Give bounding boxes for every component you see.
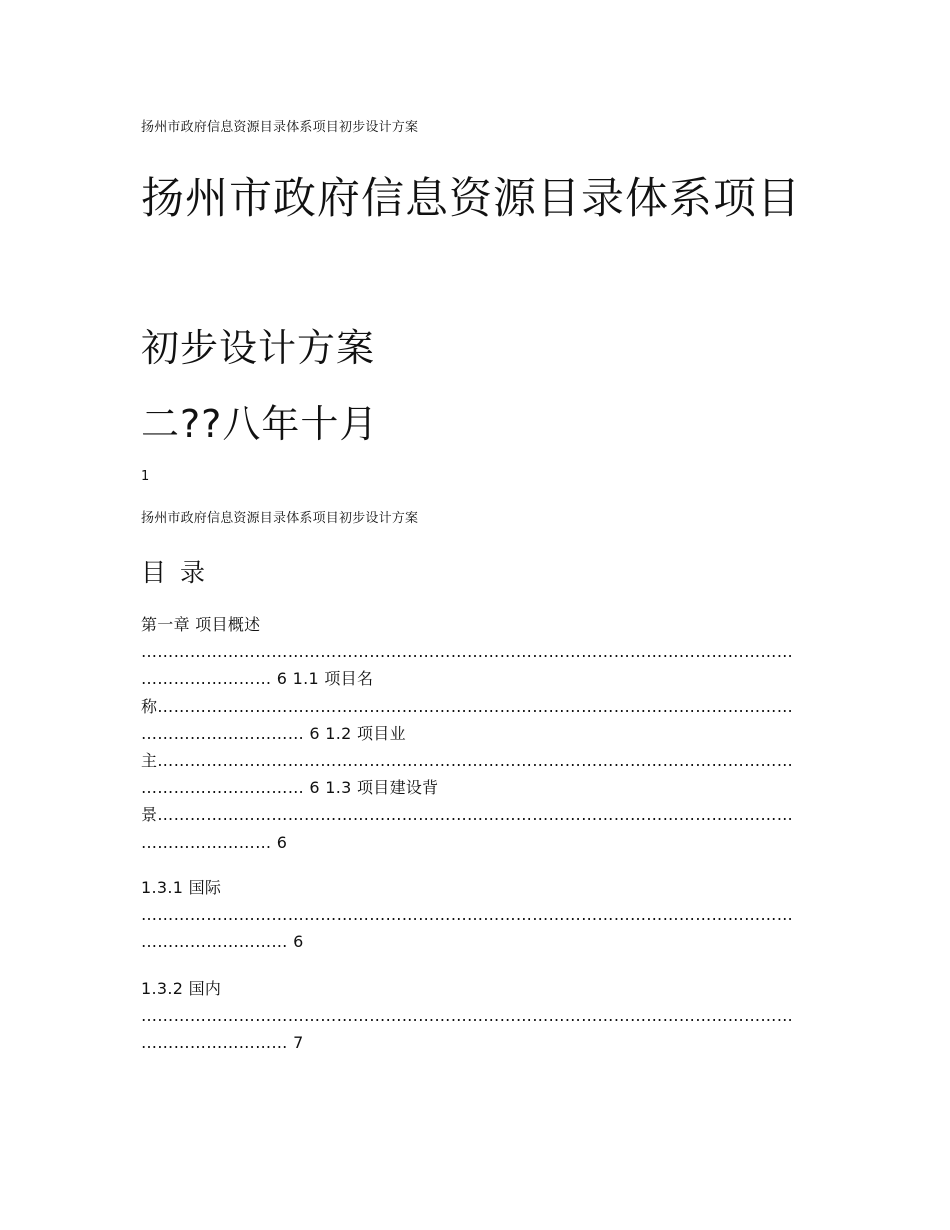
toc-entry-1-3-1[interactable]: 1.3.1 国际 ………………………………………………………………………………………………………………………………… 6	[141, 878, 793, 952]
running-header: 扬州市政府信息资源目录体系项目初步设计方案	[141, 120, 419, 135]
toc-entries-chapter-1[interactable]: 第一章 项目概述 ……………………………………………………………………………………………………………………………… 6 1.1 项目名称………………………………………………………………………………………………………………………………… 6 1.2 项目业主………………………………………………………………………………………………………………………………… 6 1.3 项目建设背景…………………………………………………………………………………………………………………………… 6	[141, 615, 793, 852]
document-subtitle: 初步设计方案	[141, 326, 376, 370]
document-date: 二??八年十月	[141, 402, 379, 446]
running-header-page-2: 扬州市政府信息资源目录体系项目初步设计方案	[141, 511, 419, 526]
document-title: 扬州市政府信息资源目录体系项目	[141, 174, 801, 224]
page-number: 1	[141, 469, 150, 484]
toc-entry-1-3-2[interactable]: 1.3.2 国内 ………………………………………………………………………………………………………………………………… 7	[141, 979, 793, 1053]
toc-heading: 目 录	[141, 558, 205, 587]
